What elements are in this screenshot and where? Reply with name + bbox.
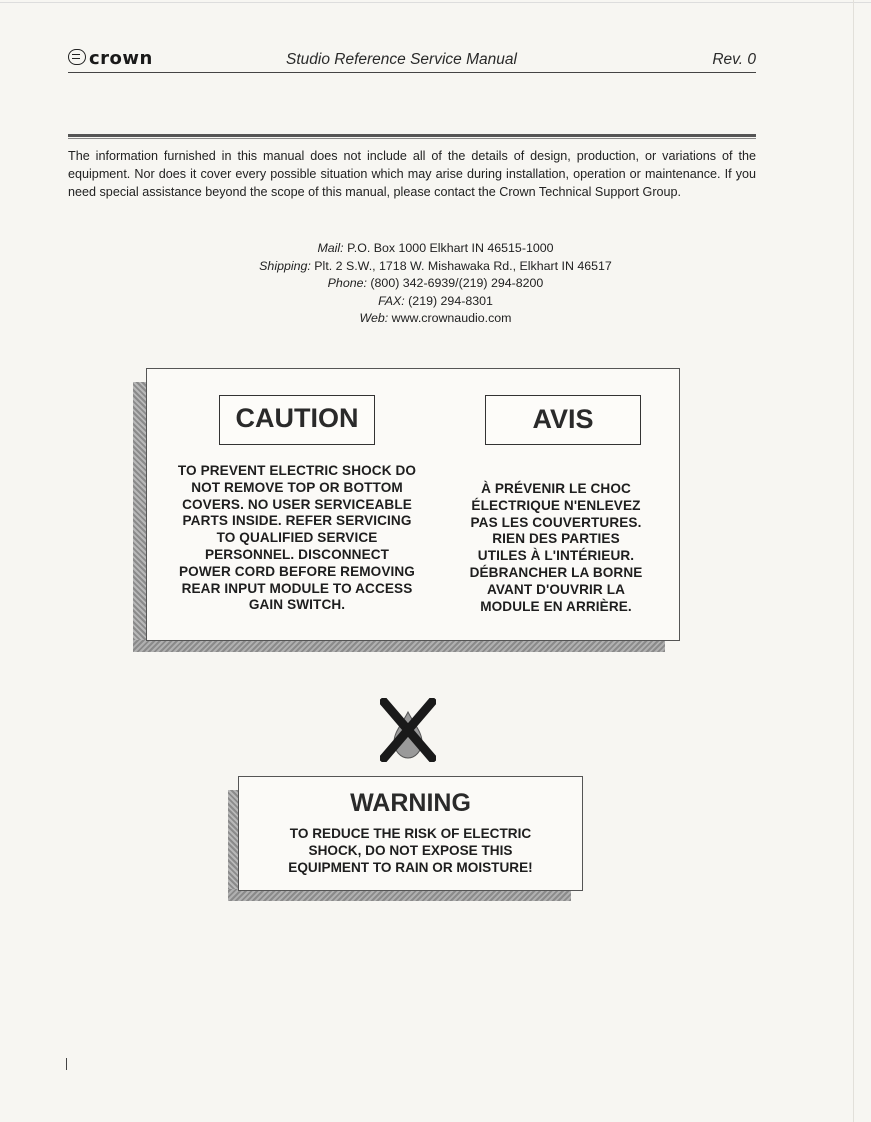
phone-line: Phone: (800) 342-6939/(219) 294-8200 bbox=[327, 276, 544, 290]
section-divider bbox=[68, 134, 756, 137]
caution-text-english: TO PREVENT ELECTRIC SHOCK DO NOT REMOVE TOP OR BOTTOM COVERS. NO USER SERVICEABLE PARTS INSIDE. REFER SERVICING TO QUALIFIED SERVICE PERSONNEL. DISCONNECT POWER CORD BEFORE REMOVING REAR INPUT MODULE TO ACCESS GAIN SWITCH. bbox=[177, 463, 417, 613]
no-water-icon bbox=[380, 698, 436, 762]
avis-label: AVIS bbox=[485, 395, 641, 445]
shipping-line: Shipping: Plt. 2 S.W., 1718 W. Mishawaka Rd., Elkhart IN 46517 bbox=[259, 258, 612, 273]
caution-text-french: À PRÉVENIR LE CHOC ÉLECTRIQUE N'ENLEVEZ PAS LES COUVERTURES. RIEN DES PARTIES UTILES À L'INTÉRIEUR. DÉBRANCHER LA BORNE AVANT D'OUVRIR LA MODULE EN ARRIÈRE. bbox=[469, 481, 643, 614]
crown-logo: crown bbox=[68, 48, 153, 69]
caution-box-shadow-left bbox=[133, 382, 146, 640]
caution-box-shadow-bottom bbox=[133, 640, 665, 652]
contact-block bbox=[0, 240, 871, 328]
crown-logo-icon bbox=[68, 49, 86, 65]
warning-text: TO REDUCE THE RISK OF ELECTRIC SHOCK, DO NOT EXPOSE THIS EQUIPMENT TO RAIN OR MOISTURE! bbox=[288, 826, 533, 875]
fax-line: FAX: (219) 294-8301 bbox=[378, 293, 493, 308]
warning-title: WARNING bbox=[350, 789, 471, 817]
warning-box bbox=[238, 776, 583, 891]
intro-paragraph: The information furnished in this manual does not include all of the details of design, production, or variations of the equipment. Nor does it cover every possible situation which may arise during installation, operation or maintenance. If you need special assistance beyond the scope of this manual, please contact the Crown Technical Support Group. bbox=[68, 149, 756, 199]
page-mark bbox=[66, 1058, 67, 1070]
manual-title: Studio Reference Service Manual bbox=[286, 51, 517, 68]
web-line: Web: www.crownaudio.com bbox=[359, 311, 512, 325]
revision-label: Rev. 0 bbox=[712, 51, 756, 68]
caution-label: CAUTION bbox=[219, 395, 375, 445]
page-header bbox=[68, 50, 756, 73]
caution-box bbox=[146, 368, 680, 641]
warning-box-shadow-left bbox=[228, 790, 238, 890]
mail-line: Mail: P.O. Box 1000 Elkhart IN 46515-1000 bbox=[317, 241, 554, 255]
scan-edge-line bbox=[0, 2, 871, 3]
scan-margin-line bbox=[853, 0, 854, 1122]
